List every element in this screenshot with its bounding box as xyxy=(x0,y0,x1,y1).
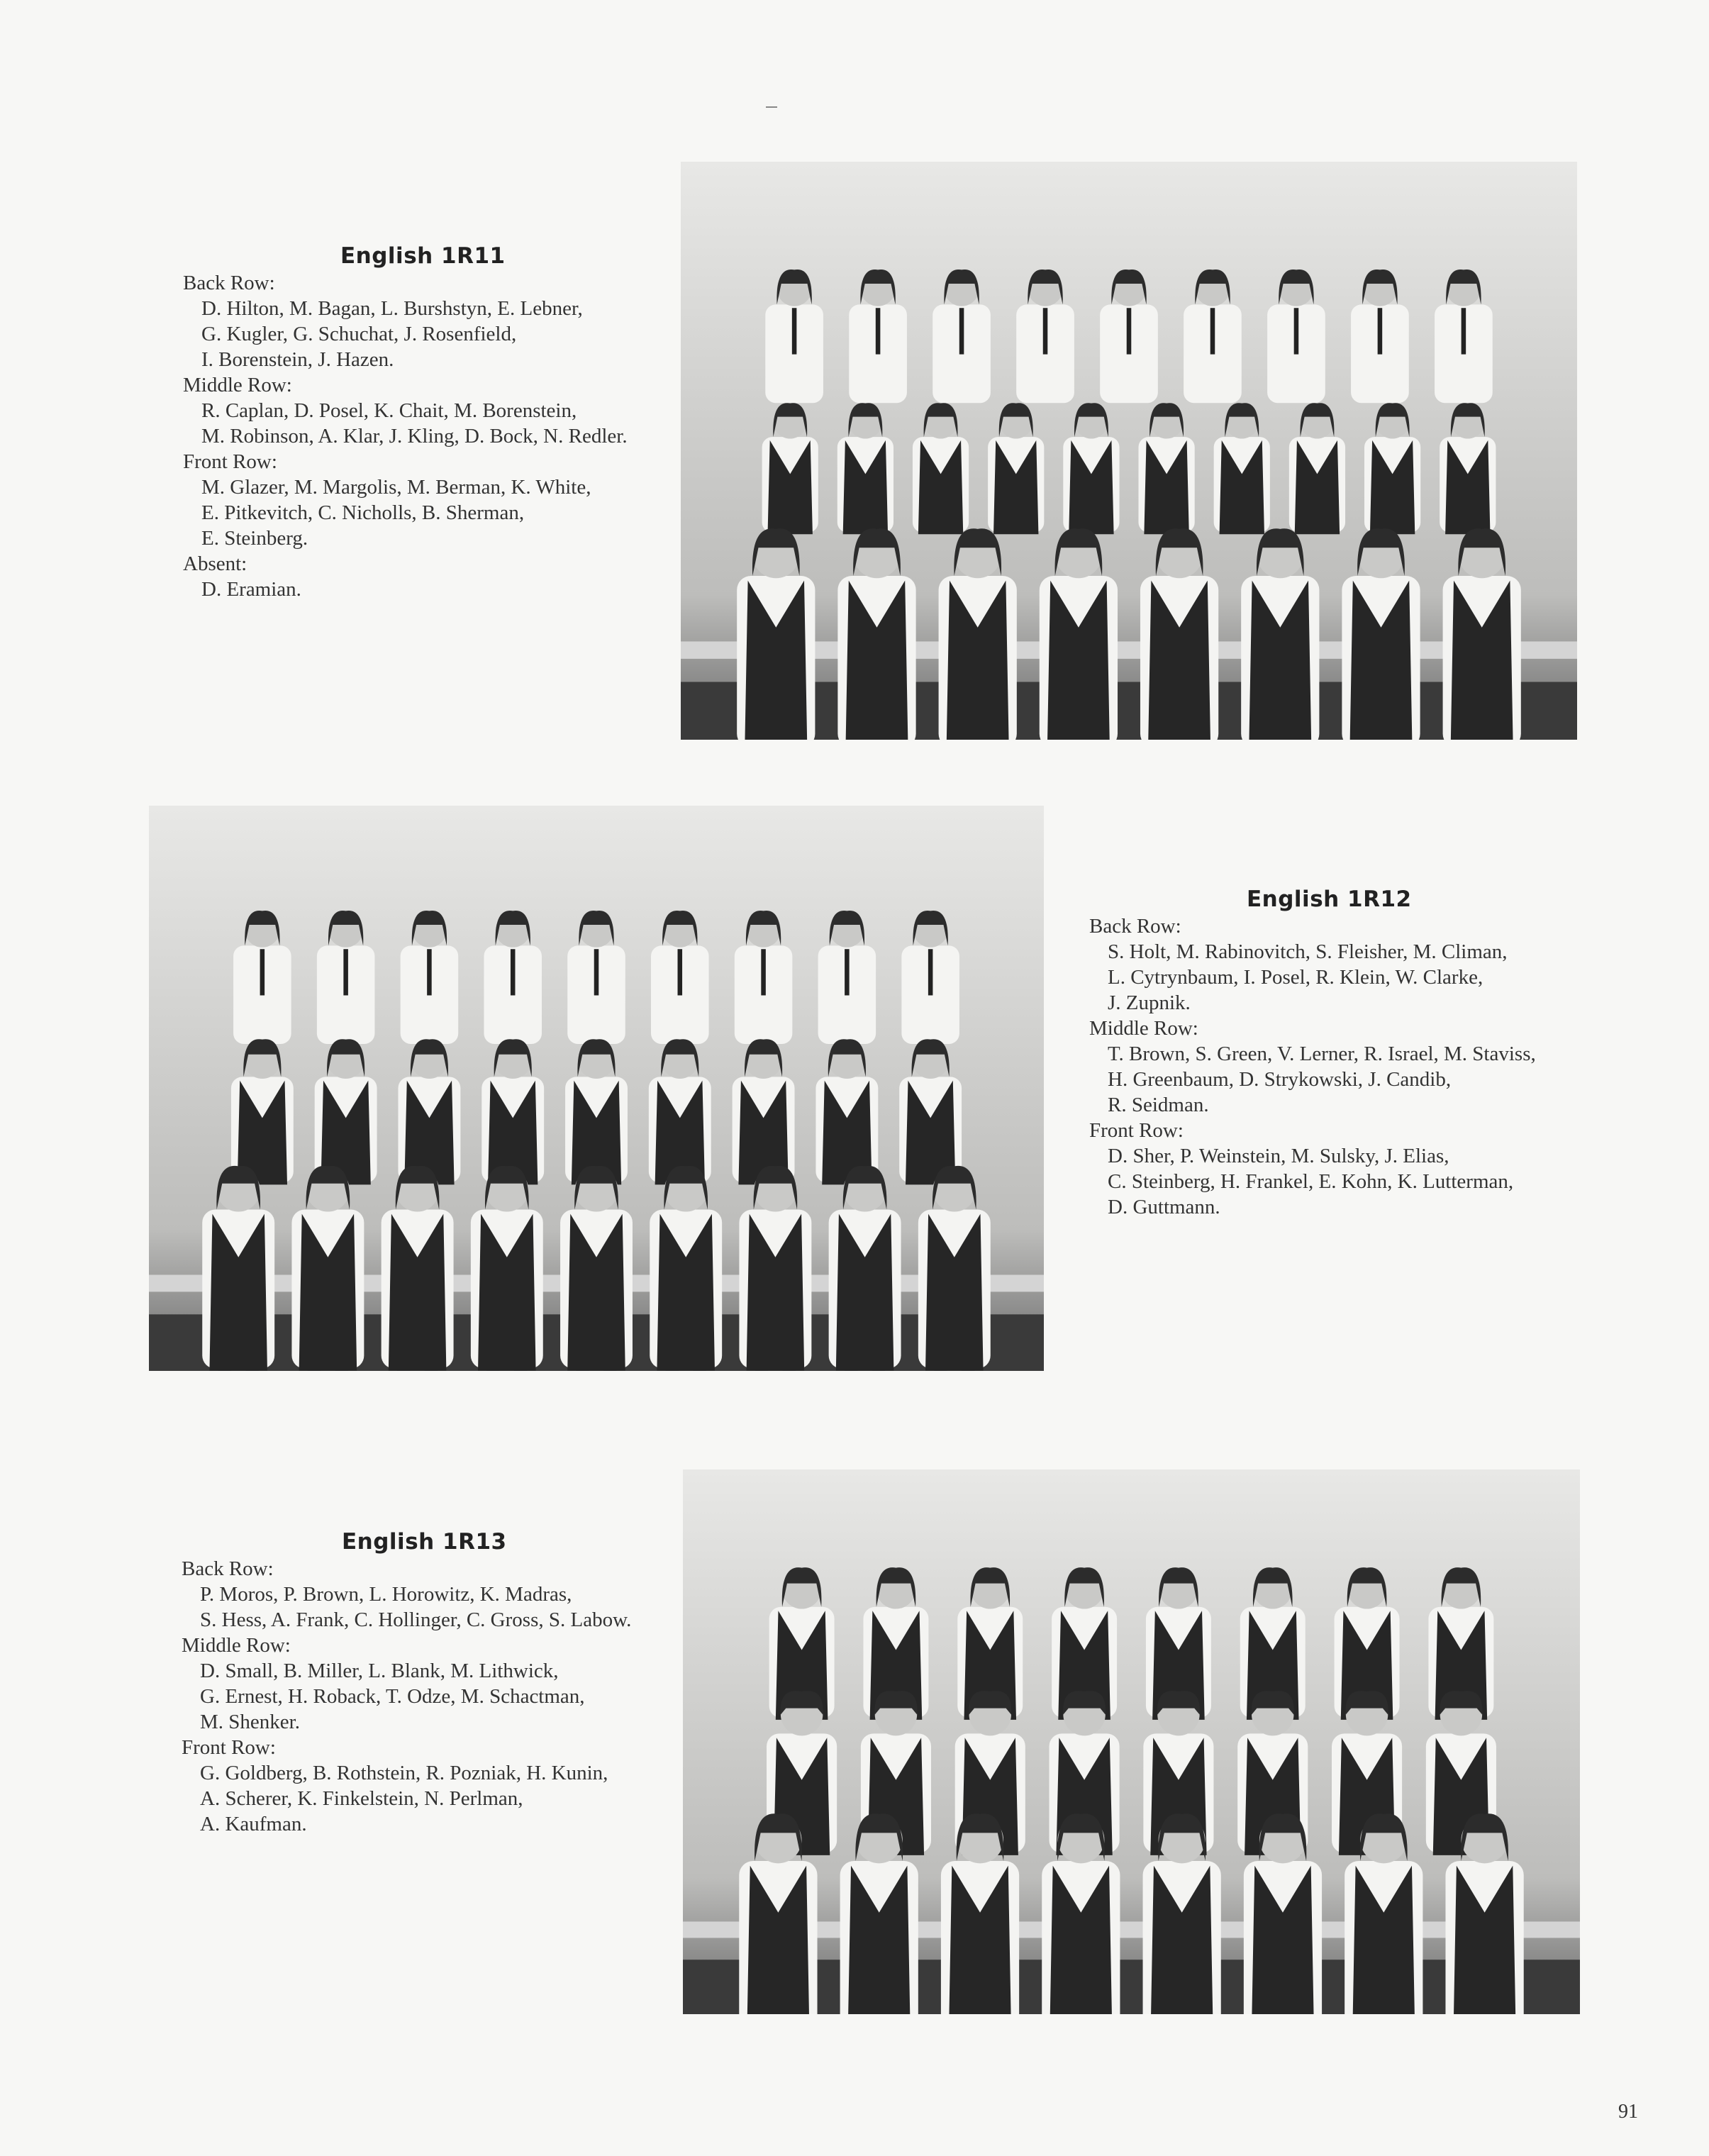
section-title: English 1R12 xyxy=(1247,887,1412,912)
student-names xyxy=(1089,1143,1571,1220)
student-names xyxy=(183,474,651,551)
photo-bench xyxy=(681,641,1577,658)
page-number: 91 xyxy=(1618,2101,1638,2123)
section-title: English 1R13 xyxy=(342,1529,507,1555)
row-label: Middle Row: xyxy=(182,1634,291,1657)
student-names xyxy=(183,398,651,449)
row-list xyxy=(1089,913,1571,1220)
student-names xyxy=(1089,939,1571,1016)
student-names xyxy=(182,1658,664,1735)
name-line: G. Goldberg, B. Rothstein, R. Pozniak, H. Kunin, xyxy=(200,1762,608,1784)
row-list xyxy=(182,1556,664,1837)
name-line: D. Hilton, M. Bagan, L. Burshstyn, E. Lebner, xyxy=(201,297,583,320)
row-label: Back Row: xyxy=(1089,915,1181,938)
name-line: P. Moros, P. Brown, L. Horowitz, K. Madras, xyxy=(200,1583,572,1606)
name-line: D. Eramian. xyxy=(201,578,301,601)
name-line: E. Steinberg. xyxy=(201,527,308,550)
name-line: R. Seidman. xyxy=(1108,1094,1209,1116)
class-photo-1r13 xyxy=(683,1469,1580,2014)
caption-1r13 xyxy=(182,1529,664,1837)
student-names xyxy=(183,577,651,602)
name-line: E. Pitkevitch, C. Nicholls, B. Sherman, xyxy=(201,501,525,524)
caption-1r11 xyxy=(183,243,651,602)
name-line: G. Kugler, G. Schuchat, J. Rosenfield, xyxy=(201,323,517,345)
class-photo-1r11-image xyxy=(681,162,1577,740)
name-line: S. Holt, M. Rabinovitch, S. Fleisher, M. Climan, xyxy=(1108,940,1508,963)
row-label: Back Row: xyxy=(182,1557,274,1580)
row-label: Absent: xyxy=(183,552,247,575)
name-line: H. Greenbaum, D. Strykowski, J. Candib, xyxy=(1108,1068,1452,1091)
name-line: D. Sher, P. Weinstein, M. Sulsky, J. Elias, xyxy=(1108,1145,1449,1167)
name-line: R. Caplan, D. Posel, K. Chait, M. Borenstein, xyxy=(201,399,577,422)
photo-bench xyxy=(683,1921,1580,1938)
name-line: C. Steinberg, H. Frankel, E. Kohn, K. Lutterman, xyxy=(1108,1170,1514,1193)
row-label: Middle Row: xyxy=(1089,1017,1198,1040)
row-label: Front Row: xyxy=(183,450,277,473)
name-line: J. Zupnik. xyxy=(1108,991,1191,1014)
name-line: M. Robinson, A. Klar, J. Kling, D. Bock, N. Redler. xyxy=(201,425,628,448)
name-line: A. Kaufman. xyxy=(200,1813,307,1835)
row-label: Middle Row: xyxy=(183,374,292,396)
name-line: G. Ernest, H. Roback, T. Odze, M. Schactman, xyxy=(200,1685,585,1708)
name-line: D. Guttmann. xyxy=(1108,1196,1220,1218)
caption-1r12 xyxy=(1089,887,1571,1220)
class-photo-1r13-image xyxy=(683,1469,1580,2014)
class-photo-1r11 xyxy=(681,162,1577,740)
class-photo-1r12-image xyxy=(149,806,1044,1371)
row-label: Front Row: xyxy=(182,1736,276,1759)
section-title: English 1R11 xyxy=(340,243,506,269)
class-photo-1r12 xyxy=(149,806,1044,1371)
name-line: M. Glazer, M. Margolis, M. Berman, K. White, xyxy=(201,476,591,499)
row-label: Front Row: xyxy=(1089,1119,1184,1142)
name-line: I. Borenstein, J. Hazen. xyxy=(201,348,394,371)
photo-floor xyxy=(683,1960,1580,2014)
name-line: A. Scherer, K. Finkelstein, N. Perlman, xyxy=(200,1787,523,1810)
name-line: D. Small, B. Miller, L. Blank, M. Lithwick, xyxy=(200,1660,559,1682)
name-line: S. Hess, A. Frank, C. Hollinger, C. Gross, S. Labow. xyxy=(200,1608,632,1631)
name-line: L. Cytrynbaum, I. Posel, R. Klein, W. Clarke, xyxy=(1108,966,1483,989)
student-names xyxy=(182,1760,664,1837)
student-names xyxy=(1089,1041,1571,1118)
row-list xyxy=(183,270,651,602)
student-names xyxy=(182,1582,664,1633)
print-mark xyxy=(766,106,777,108)
name-line: M. Shenker. xyxy=(200,1711,300,1733)
row-label: Back Row: xyxy=(183,272,275,294)
student-names xyxy=(183,296,651,372)
photo-floor xyxy=(681,682,1577,740)
name-line: T. Brown, S. Green, V. Lerner, R. Israel, M. Staviss, xyxy=(1108,1043,1536,1065)
